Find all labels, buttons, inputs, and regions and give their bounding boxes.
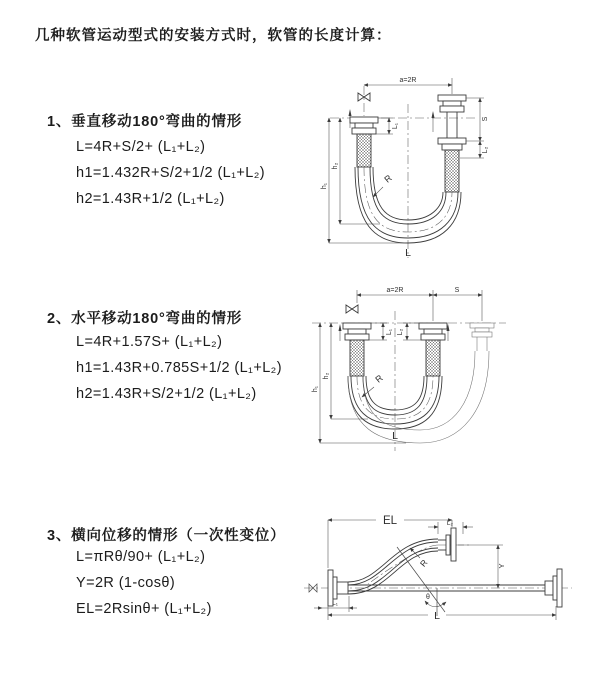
l2-label: L₂ — [482, 146, 489, 154]
radius-callout — [362, 372, 385, 397]
section-1-formula-length: L=4R+S/2+ (L₁+L₂) — [76, 139, 206, 155]
page-title: 几种软管运动型式的安装方式时，软管的长度计算： — [35, 28, 392, 44]
diagram-horizontal-180-bend — [306, 281, 598, 461]
l2-label: L₂ — [446, 520, 454, 527]
l1-label: L₁ — [392, 122, 399, 130]
section-3-formula-length: L=πRθ/90+ (L₁+L₂) — [76, 549, 206, 565]
l1-label: L₁ — [386, 328, 393, 336]
s-label: S — [454, 287, 460, 294]
section-1-formula-h1: h1=1.432R+S/2+1/2 (L₁+L₂) — [76, 165, 266, 181]
dimension-s — [466, 98, 489, 141]
l-label: L — [434, 610, 440, 622]
valve-icon — [346, 305, 358, 313]
displaced-fitting-phantom — [470, 323, 494, 351]
l1-label: L₁ — [332, 600, 338, 607]
r-label: R — [382, 172, 394, 185]
section-3-formula-y: Y=2R (1-cosθ) — [76, 575, 176, 591]
h1-label: h₁ — [312, 385, 319, 393]
h1-label: h₁ — [321, 182, 328, 190]
el-label: EL — [382, 515, 398, 527]
section-3-heading: 3、横向位移的情形（一次性变位） — [47, 528, 286, 544]
braid-section — [426, 340, 440, 376]
motion-arrow-left — [339, 324, 342, 341]
section-1-formula-h2: h2=1.43R+1/2 (L₁+L₂) — [76, 191, 225, 207]
radius-callout — [373, 172, 394, 197]
section-2-formula-length: L=4R+1.57S+ (L₁+L₂) — [76, 334, 223, 350]
left-hose-fitting — [350, 117, 378, 167]
left-hose-fitting — [343, 323, 371, 376]
section-2-heading: 2、水平移动180°弯曲的情形 — [47, 311, 243, 327]
a-2r-label: a=2R — [399, 77, 417, 84]
s-label: S — [482, 116, 489, 122]
h2-label: h₂ — [323, 372, 330, 380]
braid-section — [445, 150, 459, 192]
right-pipe-fittings — [438, 95, 466, 192]
l2-label: L₂ — [397, 328, 404, 336]
theta-label: θ — [426, 594, 430, 601]
section-2-formula-h2: h2=1.43R+S/2+1/2 (L₁+L₂) — [76, 386, 257, 402]
centerlines — [304, 545, 572, 588]
a-2r-label: a=2R — [386, 287, 404, 294]
r-label: R — [373, 372, 385, 385]
section-1-heading: 1、垂直移动180°弯曲的情形 — [47, 114, 243, 130]
braid-section — [350, 340, 364, 376]
right-flange-original — [545, 569, 562, 607]
motion-arrow-right — [432, 111, 435, 132]
upper-flange-displaced — [438, 528, 456, 561]
dimension-el — [328, 515, 452, 568]
length-l-label: L — [405, 247, 411, 259]
u-hose-displaced-phantom — [348, 351, 489, 443]
dimension-s — [433, 287, 482, 321]
braid-section — [357, 134, 371, 167]
middle-hose-fitting — [419, 323, 447, 376]
dimension-y — [458, 545, 506, 588]
section-2-formula-h1: h1=1.43R+0.785S+1/2 (L₁+L₂) — [76, 360, 282, 376]
section-3-formula-el: EL=2Rsinθ+ (L₁+L₂) — [76, 601, 212, 617]
y-label: Y — [497, 563, 506, 569]
diagram-vertical-180-bend — [312, 66, 584, 266]
dimension-l2 — [428, 520, 473, 534]
length-l-label: L — [392, 430, 398, 442]
dimension-a-2r — [364, 77, 452, 94]
diagram-lateral-displacement — [298, 502, 600, 637]
h2-label: h₂ — [332, 162, 339, 170]
left-flange — [328, 570, 348, 606]
r-label: R — [417, 557, 430, 569]
